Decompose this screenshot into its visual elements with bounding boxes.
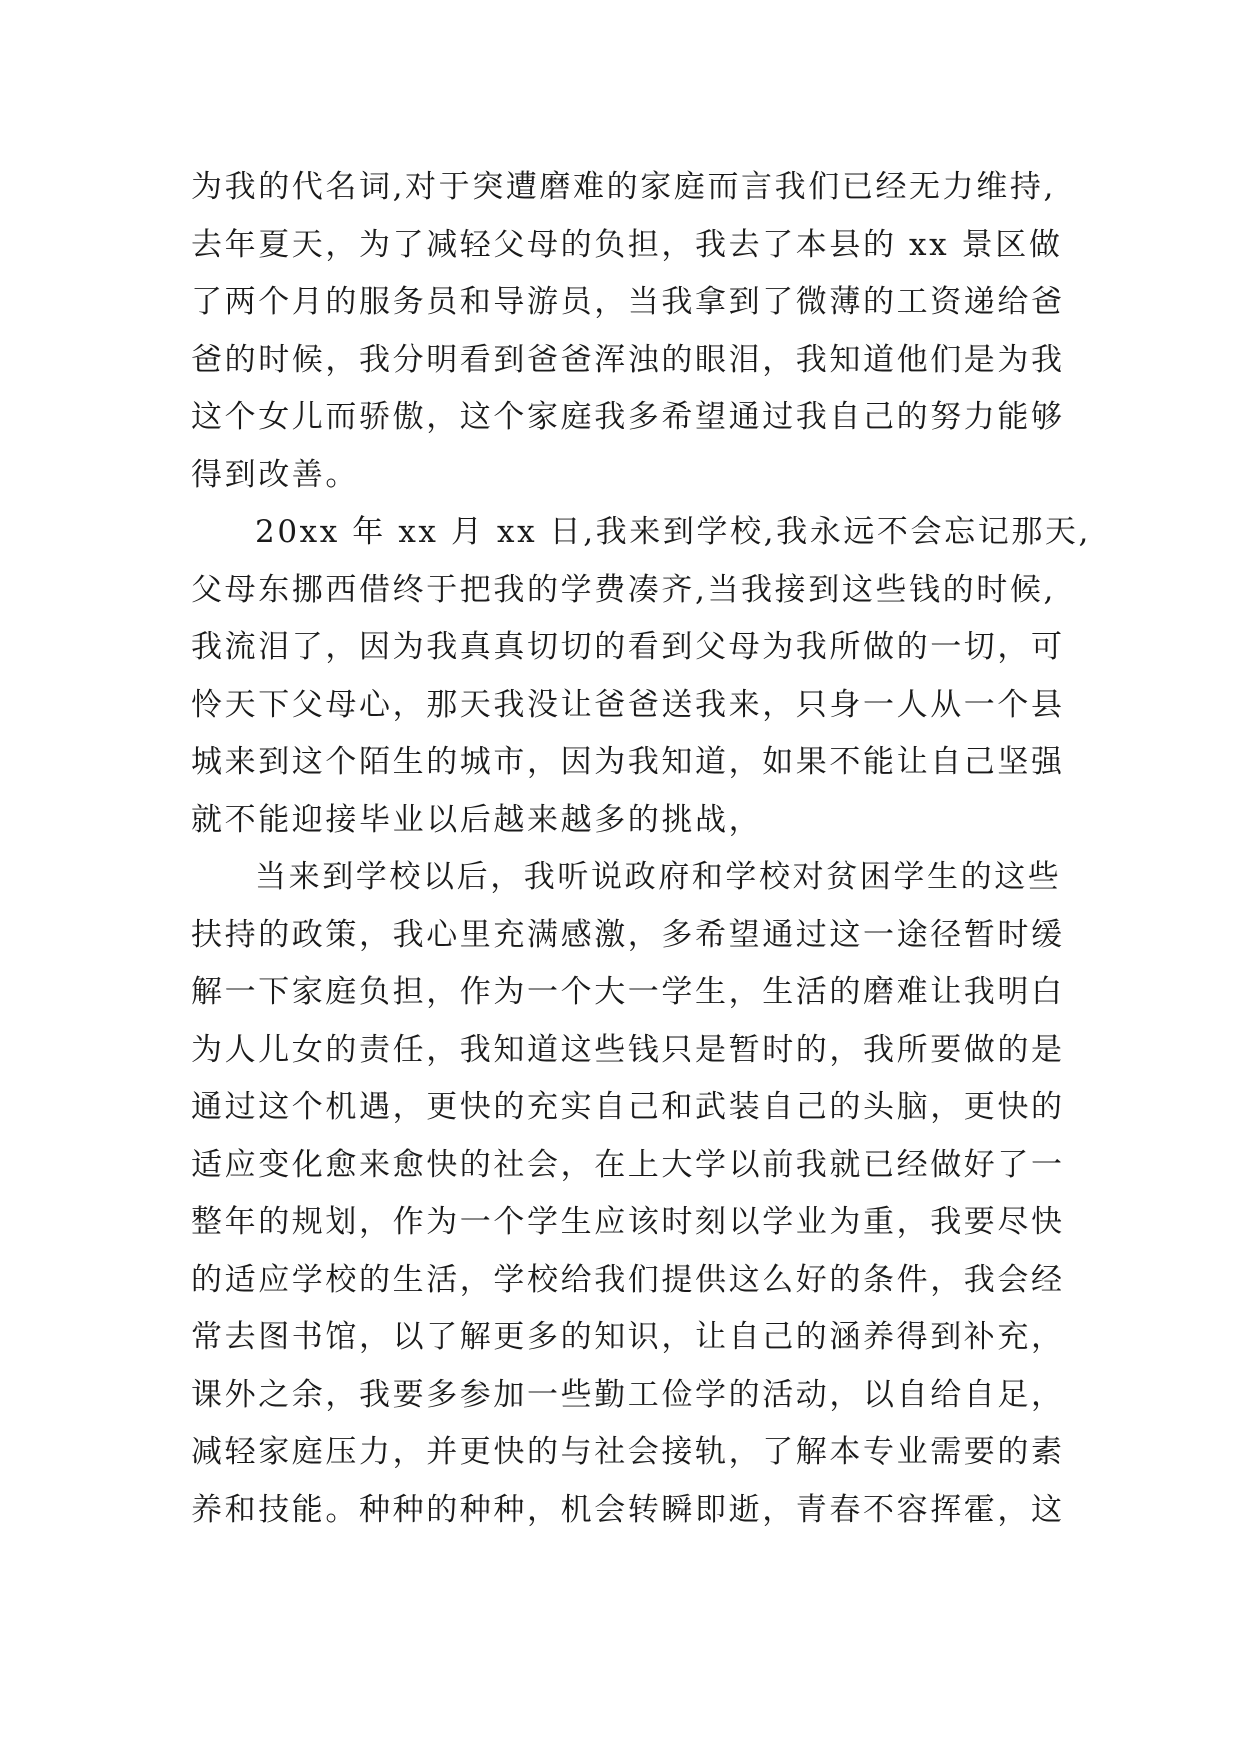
- text-line: 就不能迎接毕业以后越来越多的挑战，: [191, 801, 763, 838]
- text-line: 解一下家庭负担，作为一个大一学生，生活的磨难让我明白: [191, 974, 1065, 1010]
- text-line: 怜天下父母心，那天我没让爸爸送我来，只身一人从一个县: [191, 686, 1065, 723]
- text-line: 常去图书馆，以了解更多的知识，让自己的涵养得到补充，: [191, 1319, 1065, 1355]
- text-line: 课外之余，我要多参加一些勤工俭学的活动，以自给自足，: [191, 1376, 1065, 1413]
- text-line: 了两个月的服务员和导游员，当我拿到了微薄的工资递给爸: [191, 284, 1065, 320]
- text-line: 爸的时候，我分明看到爸爸浑浊的眼泪，我知道他们是为我: [191, 341, 1065, 378]
- text-line: 扶持的政策，我心里充满感激，多希望通过这一途径暂时缓: [191, 916, 1065, 953]
- text-line: 得到改善。: [191, 456, 359, 493]
- text-line: 为人儿女的责任，我知道这些钱只是暂时的，我所要做的是: [191, 1031, 1065, 1068]
- text-line: 为我的代名词,对于突遭磨难的家庭而言我们已经无力维持,: [191, 169, 1056, 205]
- text-line: 的适应学校的生活，学校给我们提供这么好的条件，我会经: [191, 1261, 1065, 1298]
- paragraph-first-line: 20xx 年 xx 月 xx 日,我来到学校,我永远不会忘记那天,: [255, 514, 1091, 550]
- text-line: 我流泪了，因为我真真切切的看到父母为我所做的一切，可: [191, 629, 1065, 665]
- text-line: 养和技能。种种的种种，机会转瞬即逝，青春不容挥霍，这: [191, 1491, 1065, 1528]
- document-body: [191, 159, 1091, 1539]
- text-line: 适应变化愈来愈快的社会，在上大学以前我就已经做好了一: [191, 1146, 1065, 1183]
- paragraph-first-line: 当来到学校以后，我听说政府和学校对贫困学生的这些: [255, 859, 1062, 895]
- text-line: 去年夏天，为了减轻父母的负担，我去了本县的 xx 景区做: [191, 226, 1063, 263]
- text-line: 父母东挪西借终于把我的学费凑齐,当我接到这些钱的时候,: [191, 571, 1056, 608]
- text-line: 通过这个机遇，更快的充实自己和武装自己的头脑，更快的: [191, 1089, 1065, 1125]
- text-line: 这个女儿而骄傲，这个家庭我多希望通过我自己的努力能够: [191, 399, 1065, 435]
- text-line: 整年的规划，作为一个学生应该时刻以学业为重，我要尽快: [191, 1204, 1065, 1240]
- text-line: 减轻家庭压力，并更快的与社会接轨，了解本专业需要的素: [191, 1434, 1065, 1470]
- text-line: 城来到这个陌生的城市，因为我知道，如果不能让自己坚强: [191, 744, 1065, 780]
